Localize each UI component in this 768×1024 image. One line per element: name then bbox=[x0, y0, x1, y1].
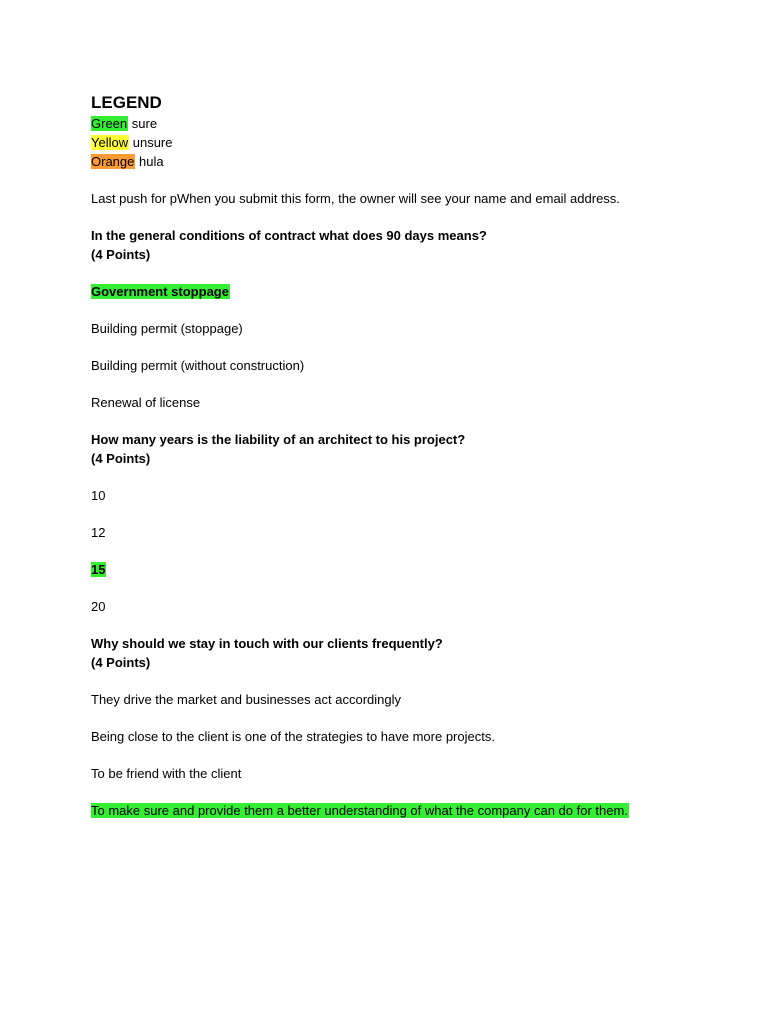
question-2 bbox=[91, 430, 711, 616]
legend-key-yellow: Yellow bbox=[91, 135, 129, 150]
question-2-title: How many years is the liability of an architect to his project? bbox=[91, 432, 466, 447]
question-1-option-1[interactable] bbox=[91, 282, 711, 301]
question-1 bbox=[91, 226, 711, 412]
legend-label-orange: hula bbox=[139, 154, 164, 169]
legend-item-green bbox=[91, 114, 711, 133]
question-1-option-2[interactable]: Building permit (stoppage) bbox=[91, 321, 243, 336]
question-2-option-3[interactable] bbox=[91, 560, 711, 579]
question-3-title: Why should we stay in touch with our clients frequently? bbox=[91, 636, 443, 651]
question-2-option-1[interactable]: 10 bbox=[91, 488, 106, 503]
question-1-option-1-label: Government stoppage bbox=[91, 284, 229, 299]
question-3-points: (4 Points) bbox=[91, 655, 151, 670]
question-2-text bbox=[91, 430, 711, 468]
question-3-option-3[interactable]: To be friend with the client bbox=[91, 766, 242, 781]
question-3 bbox=[91, 634, 711, 820]
question-2-points: (4 Points) bbox=[91, 451, 151, 466]
question-1-text bbox=[91, 226, 711, 264]
question-2-option-4[interactable]: 20 bbox=[91, 599, 106, 614]
question-1-option-4[interactable]: Renewal of license bbox=[91, 395, 201, 410]
legend-item-yellow bbox=[91, 133, 711, 152]
document-content bbox=[91, 92, 711, 820]
question-1-title: In the general conditions of contract what does 90 days means? bbox=[91, 228, 487, 243]
legend bbox=[91, 92, 711, 171]
legend-title: LEGEND bbox=[91, 93, 162, 112]
question-3-option-4-label: To make sure and provide them a better understanding of what the company can do for them. bbox=[91, 803, 628, 818]
question-3-option-2[interactable]: Being close to the client is one of the strategies to have more projects. bbox=[91, 729, 495, 744]
question-2-option-2[interactable]: 12 bbox=[91, 525, 106, 540]
question-1-option-3[interactable]: Building permit (without construction) bbox=[91, 358, 305, 373]
question-3-text bbox=[91, 634, 711, 672]
legend-key-green: Green bbox=[91, 116, 128, 131]
question-3-option-4[interactable] bbox=[91, 801, 711, 820]
question-3-option-1[interactable]: They drive the market and businesses act accordingly bbox=[91, 692, 401, 707]
legend-key-orange: Orange bbox=[91, 154, 135, 169]
legend-label-green: sure bbox=[131, 116, 158, 131]
legend-label-yellow: unsure bbox=[132, 135, 173, 150]
question-2-option-3-label: 15 bbox=[91, 562, 106, 577]
legend-item-orange bbox=[91, 152, 711, 171]
intro-text: Last push for pWhen you submit this form, the owner will see your name and email address. bbox=[91, 191, 620, 206]
question-1-points: (4 Points) bbox=[91, 247, 151, 262]
